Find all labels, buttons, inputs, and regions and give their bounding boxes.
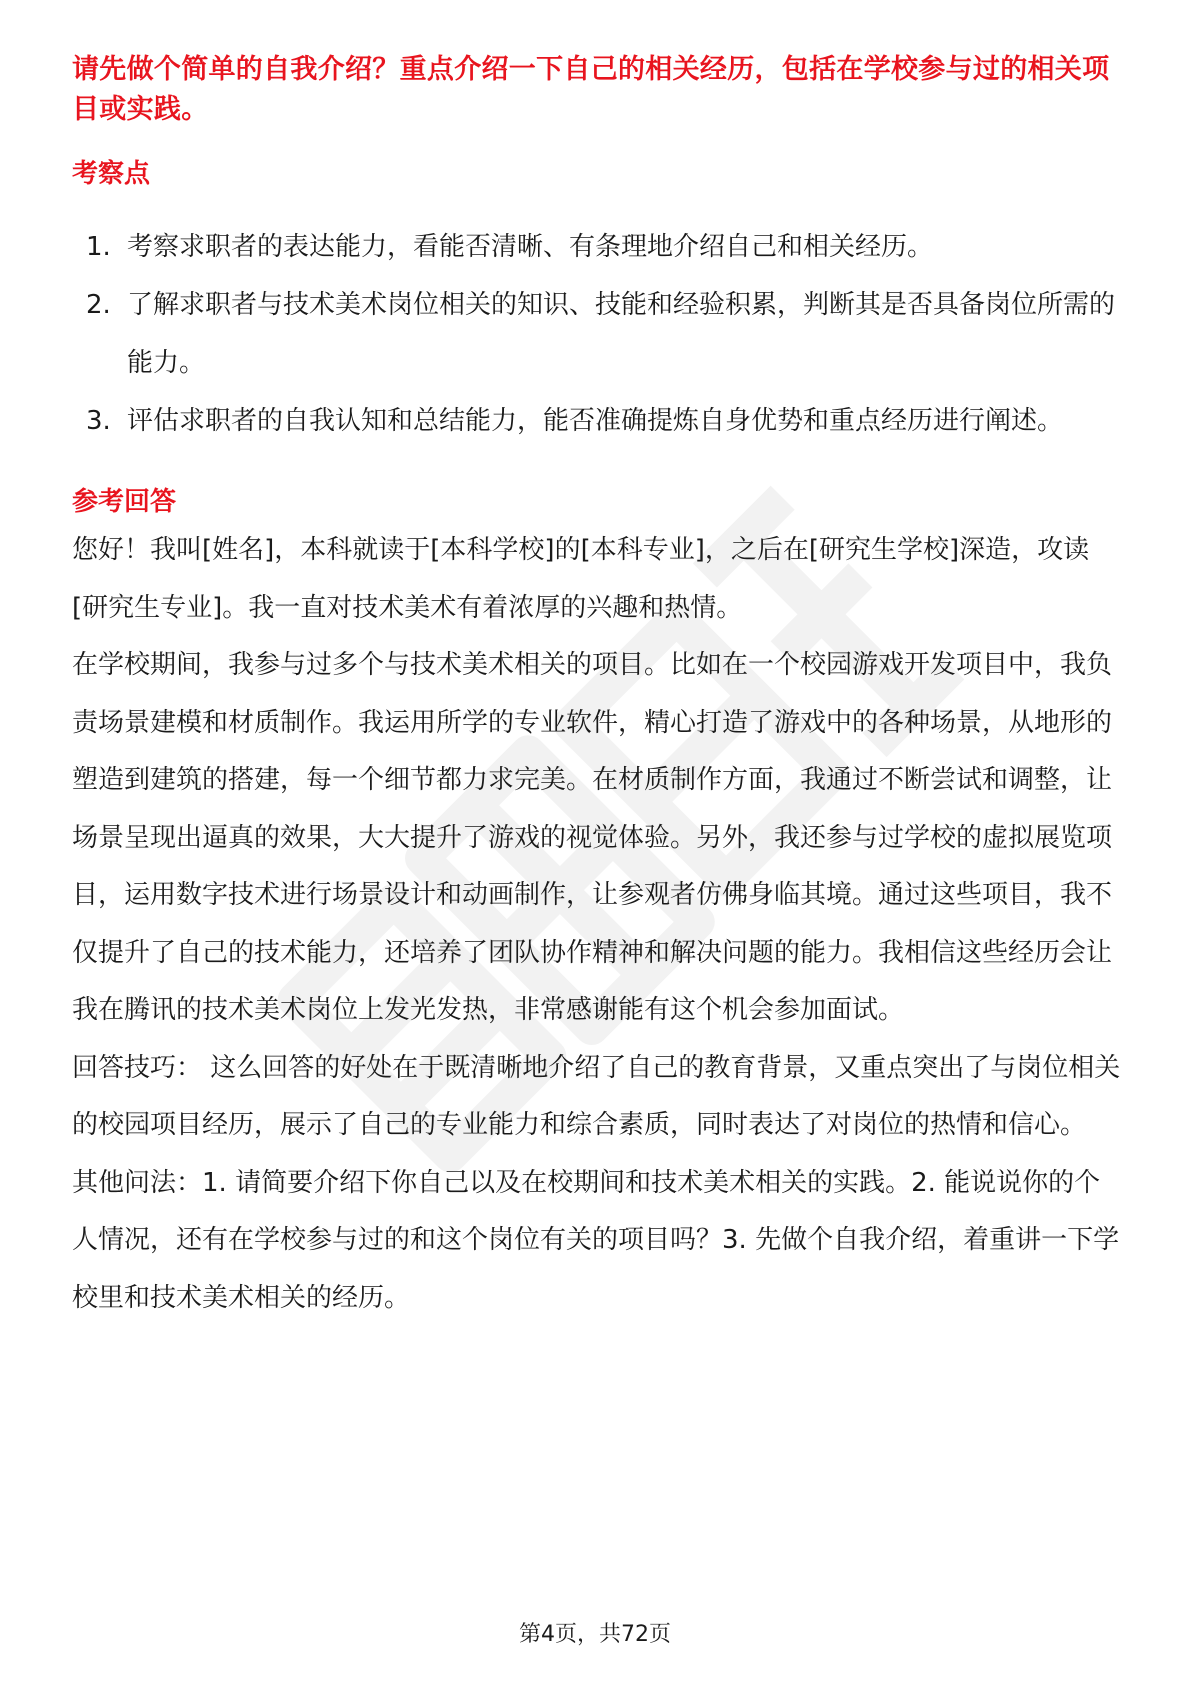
point-text: 评估求职者的自我认知和总结能力，能否准确提炼自身优势和重点经历进行阐述。 (127, 406, 1064, 436)
point-number: 3. (86, 406, 111, 436)
answer-intro-paragraph: 您好！我叫[姓名]，本科就读于[本科学校]的[本科专业]，之后在[研究生学校]深造，攻读[研究生专业]。我一直对技术美术有着浓厚的兴趣和热情。 (72, 535, 1090, 623)
page-indicator: 第4页，共72页 (519, 1622, 671, 1647)
assessment-point (72, 392, 1124, 450)
point-text: 了解求职者与技术美术岗位相关的知识、技能和经验积累，判断其是否具备岗位所需的能力。 (127, 290, 1116, 378)
document-page (72, 50, 1124, 1327)
other-questions-paragraph: 其他问法：1. 请简要介绍下你自己以及在校期间和技术美术相关的实践。2. 能说说你的个人情况，还有在学校参与过的和这个岗位有关的项目吗？3. 先做个自我介绍，着重讲一下学校里和技术美术相关的经历。 (72, 1167, 1120, 1313)
point-text: 考察求职者的表达能力，看能否清晰、有条理地介绍自己和相关经历。 (127, 232, 934, 262)
question-heading: 请先做个简单的自我介绍？重点介绍一下自己的相关经历，包括在学校参与过的相关项目或实践。 (72, 54, 1110, 125)
assessment-point (72, 218, 1124, 276)
assessment-point (72, 276, 1124, 392)
page-footer (0, 1620, 1190, 1650)
answer-section-title: 参考回答 (72, 487, 177, 517)
assessment-points-list (72, 218, 1124, 450)
answer-body-paragraph: 在学校期间，我参与过多个与技术美术相关的项目。比如在一个校园游戏开发项目中，我负责场景建模和材质制作。我运用所学的专业软件，精心打造了游戏中的各种场景，从地形的塑造到建筑的搭建，每一个细节都力求完美。在材质制作方面，我通过不断尝试和调整，让场景呈现出逼真的效果，大大提升了游戏的视觉体验。另外，我还参与过学校的虚拟展览项目，运用数字技术进行场景设计和动画制作，让参观者仿佛身临其境。通过这些项目，我不仅提升了自己的技术能力，还培养了团队协作精神和解决问题的能力。我相信这些经历会让我在腾讯的技术美术岗位上发光发热，非常感谢能有这个机会参加面试。 (72, 650, 1113, 1025)
answer-tips-paragraph: 回答技巧： 这么回答的好处在于既清晰地介绍了自己的教育背景，又重点突出了与岗位相关的校园项目经历，展示了自己的专业能力和综合素质，同时表达了对岗位的热情和信心。 (72, 1052, 1121, 1140)
point-number: 1. (86, 232, 111, 262)
point-number: 2. (86, 290, 111, 320)
assessment-section-title: 考察点 (72, 159, 151, 189)
